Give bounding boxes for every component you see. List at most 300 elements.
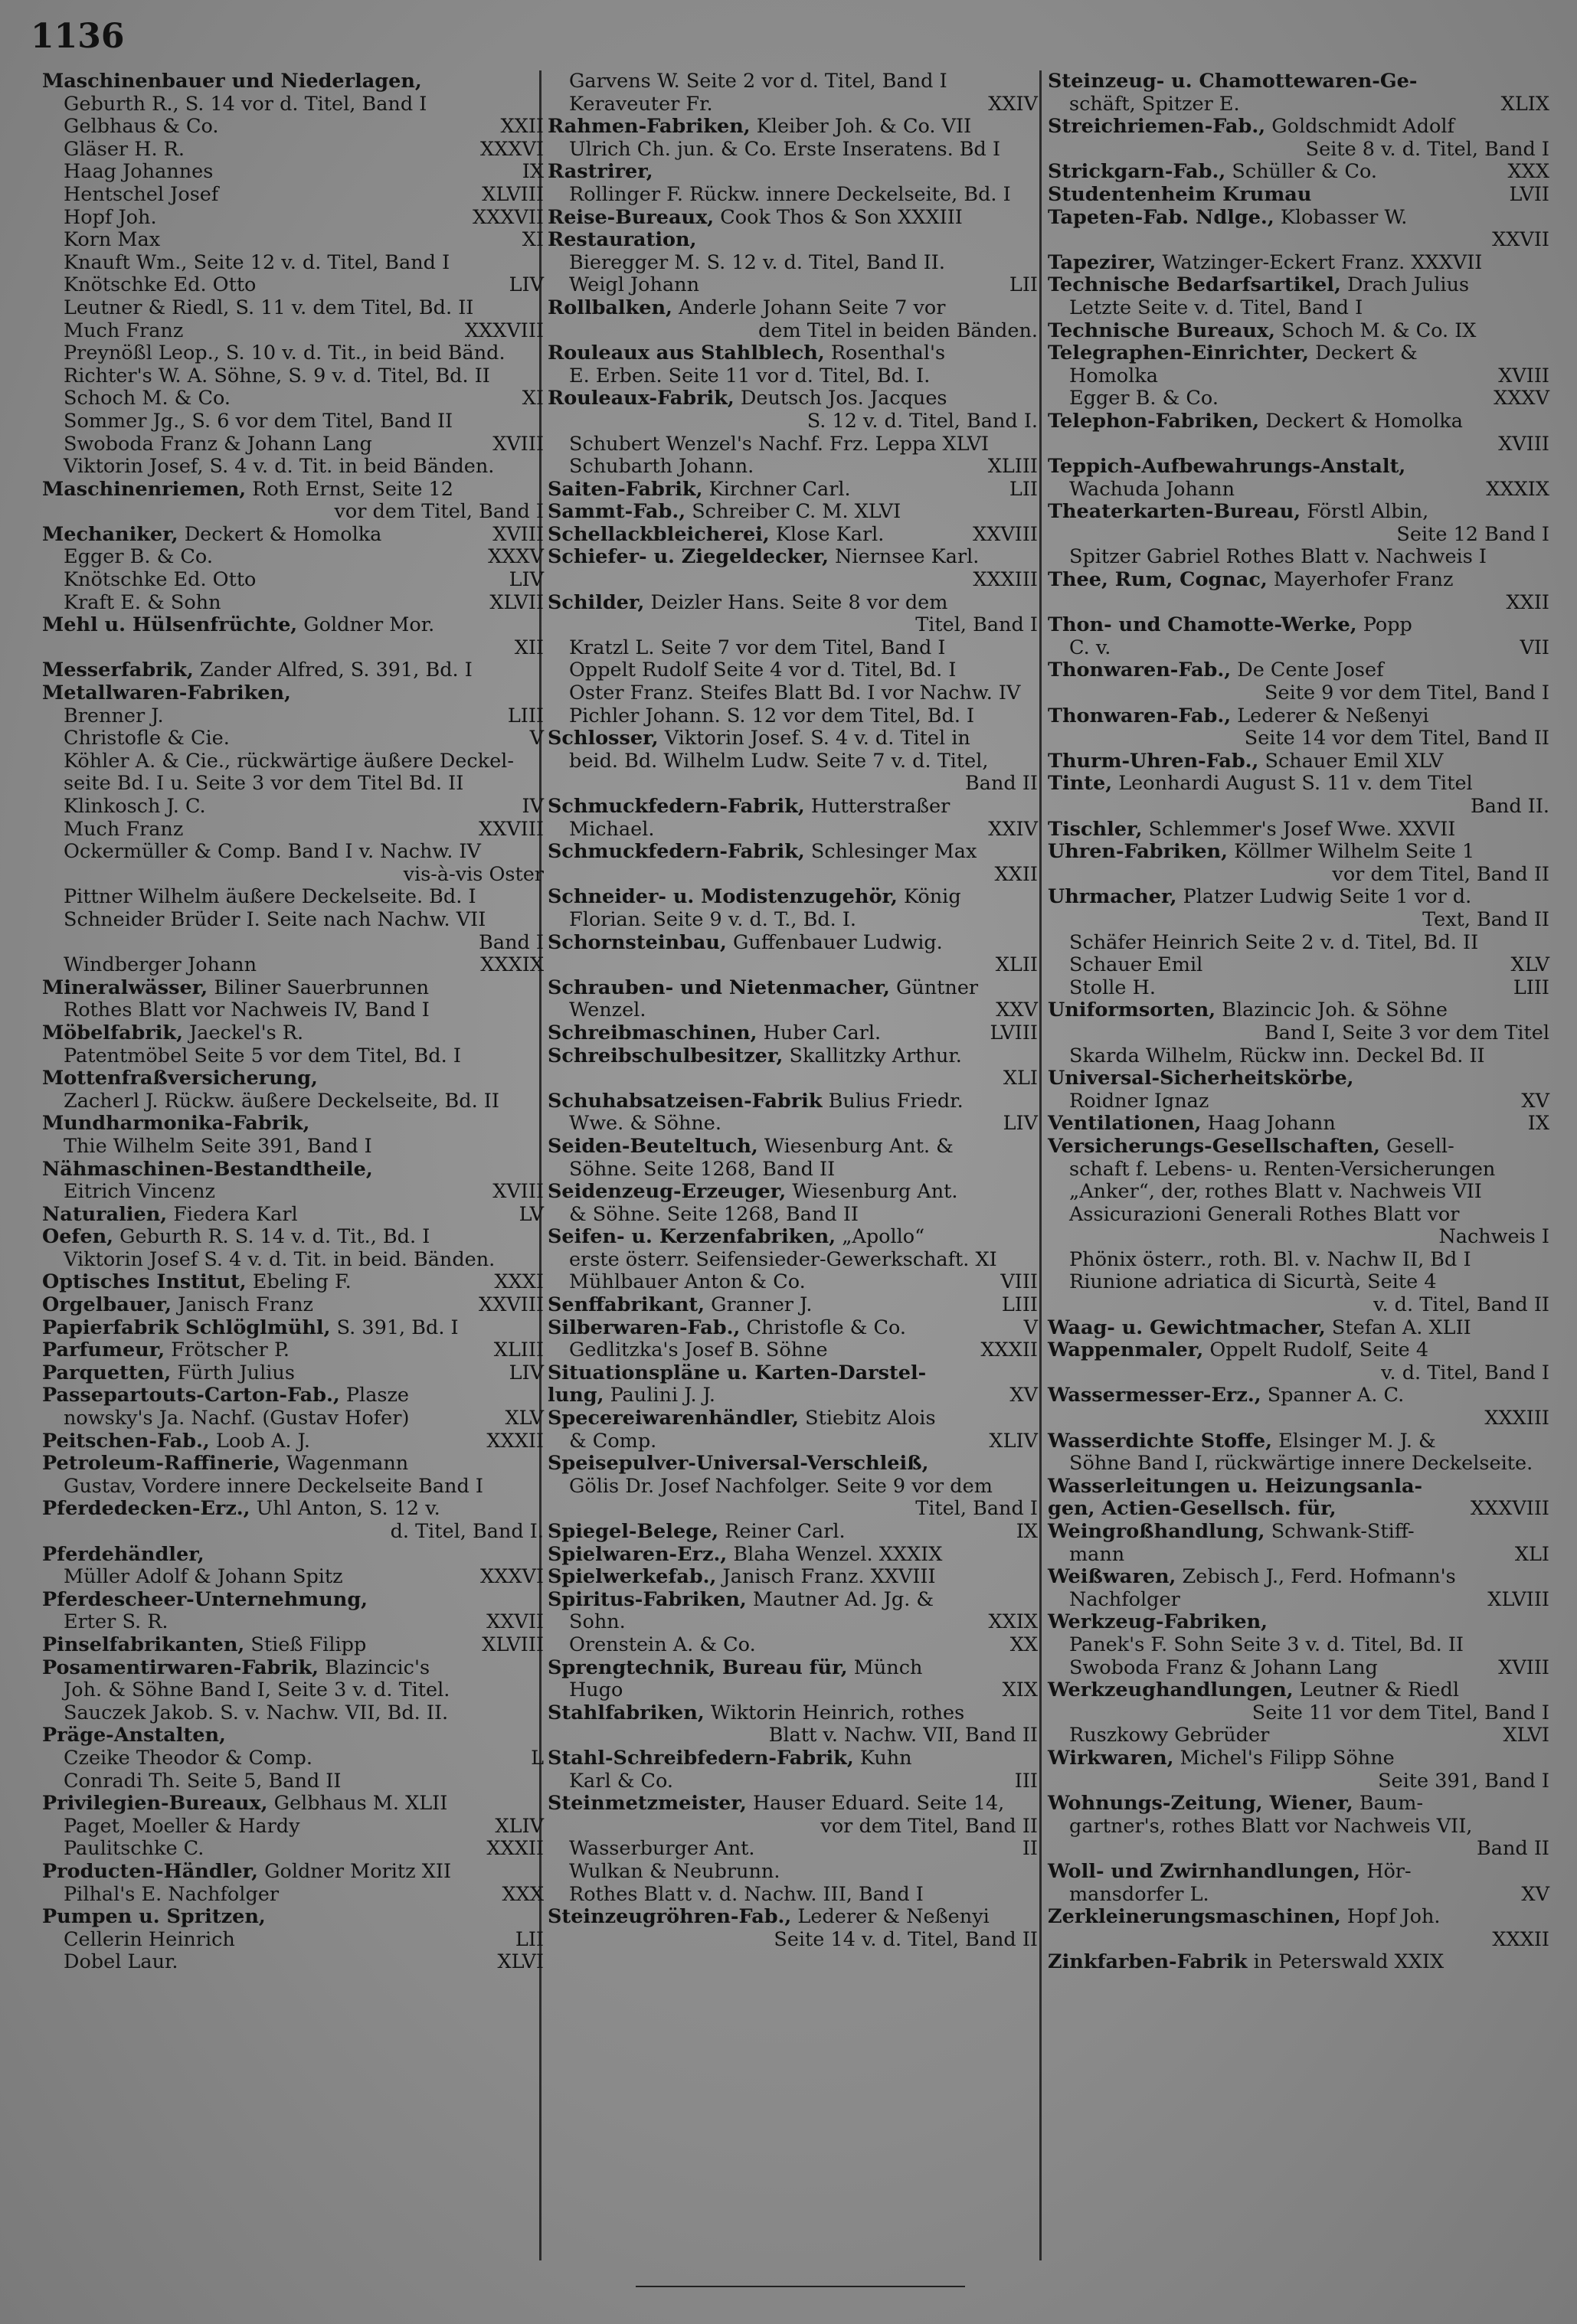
directory-entry (42, 592, 544, 615)
entry-heading: Mottenfraßversicherung, (42, 1067, 318, 1090)
directory-entry (1048, 1521, 1549, 1544)
entry-heading: Schmuckfedern-Fabrik, (548, 840, 805, 864)
directory-entry (42, 1521, 544, 1544)
entry-text: Kirchner Carl. (708, 477, 851, 501)
entry-heading: Nähmaschinen-Bestandtheile, (42, 1157, 373, 1181)
entry-heading: Schreibschulbesitzer, (548, 1044, 784, 1067)
entry-text: Spitzer Gabriel Rothes Blatt v. Nachweis I (1069, 545, 1487, 569)
entry-continuation: Nachweis I (1438, 1225, 1549, 1249)
entry-heading: Passepartouts-Carton-Fab., (42, 1384, 340, 1407)
entry-heading: Sammt-Fab., (548, 500, 686, 524)
entry-text: Granner J. (711, 1293, 813, 1317)
entry-text: Münch (853, 1656, 923, 1679)
entry-text: Eitrich Vincenz (64, 1180, 215, 1204)
entry-text: Paget, Moeller & Hardy (64, 1814, 300, 1838)
entry-heading: Stahl-Schreibfedern-Fabrik, (548, 1746, 854, 1770)
entry-heading: Messerfabrik, (42, 659, 194, 682)
entry-text: Schüller & Co. (1232, 160, 1377, 184)
entry-text: Riunione adriatica di Sicurtà, Seite 4 (1069, 1270, 1437, 1294)
entry-heading: Parfumeur, (42, 1339, 165, 1362)
entry-text: Swoboda Franz & Johann Lang (64, 432, 372, 456)
directory-entry (42, 184, 544, 207)
entry-text: Zebisch J., Ferd. Hofmann's (1182, 1565, 1456, 1589)
entry-heading: Mehl u. Hülsenfrüchte, (42, 613, 298, 637)
directory-entry (548, 410, 1038, 433)
entry-text: Watzinger-Eckert Franz. XXXVII (1162, 250, 1483, 274)
entry-text: Pichler Johann. S. 12 vor dem Titel, Bd. I (569, 704, 975, 727)
entry-heading: Sprengtechnik, Bureau für, (548, 1656, 848, 1679)
directory-entry (42, 1453, 544, 1476)
entry-text: Schubarth Johann. (569, 455, 754, 479)
entry-continuation: XXXIII (1484, 1407, 1549, 1430)
directory-entry (548, 1589, 1038, 1612)
entry-heading: Schiefer- u. Ziegeldecker, (548, 545, 829, 569)
entry-reference: LIV (509, 568, 544, 592)
entry-continuation: Titel, Band I (915, 1497, 1038, 1521)
directory-entry (1048, 1770, 1549, 1793)
directory-entry (42, 1022, 544, 1045)
directory-entry (1048, 1294, 1549, 1317)
entry-reference: XXXVII (472, 205, 544, 229)
directory-entry (42, 999, 544, 1022)
entry-heading: Uhren-Fabriken, (1048, 840, 1229, 864)
entry-heading: Seifen- u. Kerzenfabriken, (548, 1225, 836, 1249)
entry-text: Stieß Filipp (250, 1633, 367, 1656)
directory-entry (1048, 524, 1549, 547)
entry-reference: XLVIII (482, 182, 544, 206)
entry-text: Klose Karl. (775, 522, 885, 546)
entry-text: Sommer Jg., S. 6 vor dem Titel, Band II (64, 409, 453, 433)
entry-reference: XXXII (486, 1429, 544, 1453)
entry-reference: XVIII (1498, 1656, 1549, 1679)
directory-entry (548, 207, 1038, 230)
entry-text: Pittner Wilhelm äußere Deckelseite. Bd. I (64, 885, 476, 909)
entry-text: schäft, Spitzer E. (1069, 92, 1240, 116)
directory-entry (548, 1611, 1038, 1634)
entry-text: Leutner & Riedl (1299, 1678, 1459, 1702)
directory-entry (548, 1657, 1038, 1680)
entry-text: Thie Wilhelm Seite 391, Band I (64, 1134, 372, 1158)
entry-heading: gen, Actien-Gesellsch. für, (1048, 1497, 1337, 1521)
entry-heading: Maschinenbauer und Niederlagen, (42, 70, 422, 93)
entry-heading: Schneider- u. Modistenzugehör, (548, 885, 898, 909)
directory-entry (1048, 1271, 1549, 1294)
entry-text: in Peterswald XXIX (1253, 1950, 1444, 1974)
directory-entry (42, 93, 544, 116)
entry-reference: XXXIX (1486, 477, 1549, 501)
entry-reference: LV (519, 1202, 544, 1226)
directory-entry (42, 1838, 544, 1861)
entry-continuation: XXII (1506, 590, 1549, 614)
entry-heading: Spielwerkefab., (548, 1565, 717, 1589)
entry-text: Keraveuter Fr. (569, 92, 713, 116)
directory-entry (1048, 1136, 1549, 1159)
entry-reference: IX (1016, 1520, 1038, 1543)
directory-entry (1048, 365, 1549, 388)
entry-heading: Weingroßhandlung, (1048, 1520, 1265, 1543)
directory-entry (42, 864, 544, 887)
directory-entry (42, 116, 544, 139)
entry-text: Köllmer Wilhelm Seite 1 (1234, 840, 1475, 864)
entry-text: „Anker“, der, rothes Blatt v. Nachweis VII (1069, 1180, 1482, 1204)
directory-entry (548, 886, 1038, 909)
entry-text: Gedlitzka's Josef B. Söhne (569, 1339, 828, 1362)
entry-continuation: vor dem Titel, Band II (1332, 862, 1549, 886)
entry-heading: Seidenzeug-Erzeuger, (548, 1180, 787, 1204)
entry-reference: LIV (509, 1361, 544, 1384)
directory-entry (1048, 1113, 1549, 1136)
directory-entry (1048, 274, 1549, 297)
entry-text: Schauer Emil (1069, 953, 1203, 977)
entry-reference: XLIII (987, 455, 1038, 479)
directory-entry (42, 207, 544, 230)
directory-entry (1048, 1384, 1549, 1407)
entry-text: Drach Julius (1346, 273, 1470, 297)
entry-text: Blazincic Joh. & Söhne (1222, 999, 1448, 1022)
directory-entry (42, 433, 544, 456)
directory-entry (548, 93, 1038, 116)
entry-text: Gelbhaus & Co. (64, 115, 219, 139)
directory-entry (1048, 1724, 1549, 1747)
directory-entry (548, 1362, 1038, 1385)
entry-text: Goldschmidt Adolf (1271, 115, 1454, 139)
directory-entry (1048, 1951, 1549, 1974)
directory-entry (42, 1589, 544, 1612)
entry-heading: Schreibmaschinen, (548, 1021, 757, 1044)
directory-entry (1048, 1793, 1549, 1816)
directory-entry (548, 1204, 1038, 1227)
directory-entry (42, 1657, 544, 1680)
entry-text: Köhler A. & Cie., rückwärtige äußere Deckel- (64, 749, 514, 773)
directory-entry (548, 139, 1038, 162)
entry-heading: Posamentirwaren-Fabrik, (42, 1656, 319, 1679)
entry-text: Much Franz (64, 319, 184, 342)
entry-reference: XXX (502, 1882, 544, 1906)
entry-heading: Reise-Bureaux, (548, 205, 715, 229)
entry-text: Preynößl Leop., S. 10 v. d. Tit., in beid Bänd. (64, 342, 505, 365)
entry-text: Wenzel. (569, 999, 646, 1022)
entry-heading: Teppich-Aufbewahrungs-Anstalt, (1048, 455, 1406, 479)
entry-continuation: XXVII (1492, 228, 1549, 252)
directory-entry (548, 1407, 1038, 1430)
entry-text: Wachuda Johann (1069, 477, 1235, 501)
directory-entry (42, 501, 544, 524)
entry-text: Christofle & Cie. (64, 727, 230, 750)
directory-entry (548, 297, 1038, 320)
directory-entry (548, 546, 1038, 569)
directory-entry (548, 1747, 1038, 1770)
directory-entry (42, 1884, 544, 1907)
entry-text: Bulius Friedr. (828, 1089, 964, 1113)
directory-entry (1048, 637, 1549, 660)
entry-reference: XLV (505, 1407, 544, 1430)
entry-text: Kleiber Joh. & Co. VII (756, 115, 972, 139)
entry-text: Panek's F. Sohn Seite 3 v. d. Titel, Bd. II (1069, 1633, 1464, 1656)
entry-heading: Studentenheim Krumau (1048, 182, 1312, 206)
entry-text: mansdorfer L. (1069, 1882, 1209, 1906)
entry-reference: XX (1009, 1633, 1038, 1656)
directory-entry (42, 977, 544, 1000)
directory-entry (548, 252, 1038, 275)
entry-text: Guffenbauer Ludwig. (732, 930, 943, 954)
directory-entry (1048, 773, 1549, 796)
directory-entry (1048, 1204, 1549, 1227)
entry-reference: V (1023, 1316, 1038, 1339)
entry-continuation: Text, Band II (1422, 907, 1549, 931)
directory-entry (548, 387, 1038, 410)
directory-entry (1048, 342, 1549, 365)
entry-text: Kraft E. & Sohn (64, 590, 221, 614)
entry-text: Förstl Albin, (1307, 500, 1429, 524)
entry-reference: IV (522, 795, 544, 818)
entry-reference: XXVIII (479, 817, 544, 841)
directory-entry (1048, 1679, 1549, 1702)
entry-text: Swoboda Franz & Johann Lang (1069, 1656, 1378, 1679)
entry-text: Hugo (569, 1678, 623, 1702)
entry-text: Fiedera Karl (173, 1202, 298, 1226)
directory-entry (548, 70, 1038, 93)
directory-entry (548, 1702, 1038, 1725)
entry-text: Baum- (1359, 1792, 1424, 1816)
entry-text: „Apollo“ (842, 1225, 925, 1249)
directory-entry (42, 727, 544, 750)
entry-reference: XVIII (492, 432, 544, 456)
entry-continuation: XXXIII (973, 568, 1038, 592)
entry-text: Geburth R., S. 14 vor d. Titel, Band I (64, 92, 427, 116)
directory-entry (42, 410, 544, 433)
directory-entry (548, 501, 1038, 524)
directory-entry (1048, 1226, 1549, 1249)
directory-entry (1048, 1249, 1549, 1272)
entry-reference: LIV (509, 273, 544, 297)
directory-entry (1048, 1861, 1549, 1884)
entry-heading: Waag- u. Gewichtmacher, (1048, 1316, 1326, 1339)
directory-entry (42, 1136, 544, 1159)
column-2 (548, 70, 1038, 1951)
entry-heading: Theaterkarten-Bureau, (1048, 500, 1301, 524)
entry-heading: Senffabrikant, (548, 1293, 705, 1317)
entry-text: Plasze (345, 1384, 410, 1407)
entry-reference: IX (522, 160, 544, 184)
directory-entry (42, 1384, 544, 1407)
directory-entry (1048, 252, 1549, 275)
directory-entry (42, 1249, 544, 1272)
directory-entry (548, 1136, 1038, 1159)
entry-heading: Uniformsorten, (1048, 999, 1216, 1022)
entry-heading: Universal-Sicherheitskörbe, (1048, 1067, 1354, 1090)
directory-entry (548, 1113, 1038, 1136)
directory-entry (1048, 1317, 1549, 1340)
directory-entry (42, 1407, 544, 1430)
entry-heading: Mechaniker, (42, 522, 178, 546)
entry-heading: Telegraphen-Einrichter, (1048, 342, 1310, 365)
entry-heading: Spiegel-Belege, (548, 1520, 719, 1543)
entry-reference: XXV (996, 999, 1038, 1022)
entry-heading: Spielwaren-Erz., (548, 1542, 728, 1566)
entry-text: Dobel Laur. (64, 1950, 178, 1974)
directory-entry (548, 592, 1038, 615)
entry-text: Garvens W. Seite 2 vor d. Titel, Band I (569, 70, 947, 93)
directory-entry (42, 387, 544, 410)
entry-heading: Thee, Rum, Cognac, (1048, 568, 1268, 592)
directory-entry (1048, 727, 1549, 750)
entry-heading: Weißwaren, (1048, 1565, 1176, 1589)
directory-entry (548, 320, 1038, 343)
entry-continuation: Blatt v. Nachw. VII, Band II (768, 1724, 1038, 1747)
directory-entry (548, 1430, 1038, 1453)
entry-text: Rothes Blatt v. d. Nachw. III, Band I (569, 1882, 924, 1906)
directory-entry (1048, 1090, 1549, 1113)
directory-entry (548, 1861, 1038, 1884)
page-number: 1136 (31, 17, 125, 56)
entry-text: Wiesenburg Ant. (792, 1180, 958, 1204)
directory-entry (42, 569, 544, 592)
entry-reference: III (1014, 1769, 1038, 1793)
entry-text: Wulkan & Neubrunn. (569, 1859, 780, 1883)
directory-entry (42, 1929, 544, 1952)
entry-heading: Saiten-Fabrik, (548, 477, 703, 501)
entry-text: Erter S. R. (64, 1610, 168, 1634)
entry-text: Söhne. Seite 1268, Band II (569, 1157, 836, 1181)
entry-reference: XXXI (494, 1270, 544, 1294)
entry-heading: Silberwaren-Fab., (548, 1316, 741, 1339)
entry-text: Wasserburger Ant. (569, 1837, 755, 1861)
directory-entry (42, 1181, 544, 1204)
entry-text: Gesell- (1386, 1134, 1454, 1158)
directory-entry (1048, 207, 1549, 230)
entry-text: Orenstein A. & Co. (569, 1633, 756, 1656)
directory-entry (42, 139, 544, 162)
entry-text: Gläser H. R. (64, 137, 185, 161)
directory-entry (42, 954, 544, 977)
entry-text: Jaeckel's R. (189, 1021, 304, 1044)
entry-heading: Maschinenriemen, (42, 477, 247, 501)
directory-entry (42, 1793, 544, 1816)
entry-text: Hentschel Josef (64, 182, 219, 206)
directory-entry (548, 1067, 1038, 1090)
entry-text: Oppelt Rudolf, Seite 4 (1209, 1339, 1429, 1362)
entry-heading: Steinzeugröhren-Fab., (548, 1905, 792, 1929)
directory-entry (1048, 841, 1549, 864)
entry-text: Niernsee Karl. (835, 545, 980, 569)
entry-text: Schneider Brüder I. Seite nach Nachw. VII (64, 907, 486, 931)
entry-text: Blazincic's (325, 1656, 430, 1679)
entry-reference: XXXVI (480, 1565, 544, 1589)
entry-text: Karl & Co. (569, 1769, 674, 1793)
entry-heading: Schrauben- und Nietenmacher, (548, 976, 890, 999)
directory-entry (1048, 387, 1549, 410)
directory-entry (1048, 229, 1549, 252)
entry-text: Skallitzky Arthur. (789, 1044, 962, 1067)
directory-entry (1048, 93, 1549, 116)
directory-entry (1048, 1407, 1549, 1430)
entry-reference: II (1022, 1837, 1038, 1861)
entry-text: Sohn. (569, 1610, 626, 1634)
entry-text: Hopf Joh. (64, 205, 157, 229)
entry-heading: Thonwaren-Fab., (1048, 704, 1232, 727)
entry-heading: Orgelbauer, (42, 1293, 172, 1317)
entry-heading: Thonwaren-Fab., (1048, 659, 1232, 682)
entry-heading: Wappenmaler, (1048, 1339, 1204, 1362)
directory-entry (1048, 705, 1549, 728)
entry-text: Wiesenburg Ant. & (764, 1134, 954, 1158)
entry-reference: L (531, 1746, 544, 1770)
directory-entry (1048, 70, 1549, 93)
entry-text: Mühlbauer Anton & Co. (569, 1270, 806, 1294)
directory-entry (1048, 886, 1549, 909)
directory-entry (1048, 1884, 1549, 1907)
directory-entry (548, 1724, 1038, 1747)
entry-text: Joh. & Söhne Band I, Seite 3 v. d. Titel. (64, 1678, 450, 1702)
directory-entry (548, 1339, 1038, 1362)
entry-heading: Restauration, (548, 228, 697, 252)
entry-reference: LII (1009, 477, 1038, 501)
entry-text: Lederer & Neßenyi (1237, 704, 1429, 727)
directory-entry (42, 1430, 544, 1453)
entry-text: Wwe. & Söhne. (569, 1112, 722, 1136)
directory-entry (1048, 1362, 1549, 1385)
directory-entry (42, 750, 544, 773)
column-1 (42, 70, 544, 1974)
entry-heading: Tapeten-Fab. Ndlge., (1048, 205, 1274, 229)
directory-entry (42, 1679, 544, 1702)
entry-text: Cook Thos & Son XXXIII (720, 205, 963, 229)
entry-text: Elsinger M. J. & (1278, 1429, 1436, 1453)
entry-text: Sauczek Jakob. S. v. Nachw. VII, Bd. II. (64, 1701, 449, 1724)
entry-reference: LIV (1003, 1112, 1038, 1136)
entry-heading: Stahlfabriken, (548, 1701, 705, 1724)
directory-entry (548, 1090, 1038, 1113)
directory-entry (1048, 1067, 1549, 1090)
entry-heading: Werkzeug-Fabriken, (1048, 1610, 1268, 1634)
entry-text: Roth Ernst, Seite 12 (252, 477, 453, 501)
entry-text: Richter's W. A. Söhne, S. 9 v. d. Titel, Bd. II (64, 364, 490, 387)
entry-heading: Tischler, (1048, 817, 1143, 841)
directory-entry (42, 1317, 544, 1340)
directory-entry (42, 229, 544, 252)
directory-entry (548, 1884, 1038, 1907)
directory-entry (548, 1544, 1038, 1567)
directory-entry (1048, 410, 1549, 433)
entry-reference: XXII (500, 115, 544, 139)
directory-entry (548, 1906, 1038, 1929)
directory-entry (1048, 1747, 1549, 1770)
directory-entry (42, 320, 544, 343)
directory-entry (548, 1159, 1038, 1182)
entry-reference: XXIX (988, 1610, 1038, 1634)
directory-entry (42, 796, 544, 819)
entry-heading: Steinmetzmeister, (548, 1792, 747, 1816)
entry-text: Knauft Wm., Seite 12 v. d. Titel, Band I (64, 250, 450, 274)
directory-entry (42, 614, 544, 637)
directory-entry (548, 999, 1038, 1022)
directory-entry (548, 614, 1038, 637)
entry-heading: Rahmen-Fabriken, (548, 115, 751, 139)
entry-continuation: Seite 11 vor dem Titel, Band I (1251, 1701, 1549, 1724)
entry-continuation: XII (514, 636, 544, 659)
entry-continuation: S. 12 v. d. Titel, Band I. (806, 409, 1038, 433)
directory-entry (42, 1226, 544, 1249)
directory-entry (548, 1294, 1038, 1317)
entry-text: Klinkosch J. C. (64, 795, 206, 818)
entry-heading: Wassermesser-Erz., (1048, 1384, 1261, 1407)
entry-text: Klobasser W. (1280, 205, 1408, 229)
entry-heading: Strickgarn-Fab., (1048, 160, 1226, 184)
entry-text: Patentmöbel Seite 5 vor dem Titel, Bd. I (64, 1044, 461, 1067)
directory-entry (548, 1271, 1038, 1294)
directory-entry (548, 773, 1038, 796)
directory-entry (548, 1679, 1038, 1702)
